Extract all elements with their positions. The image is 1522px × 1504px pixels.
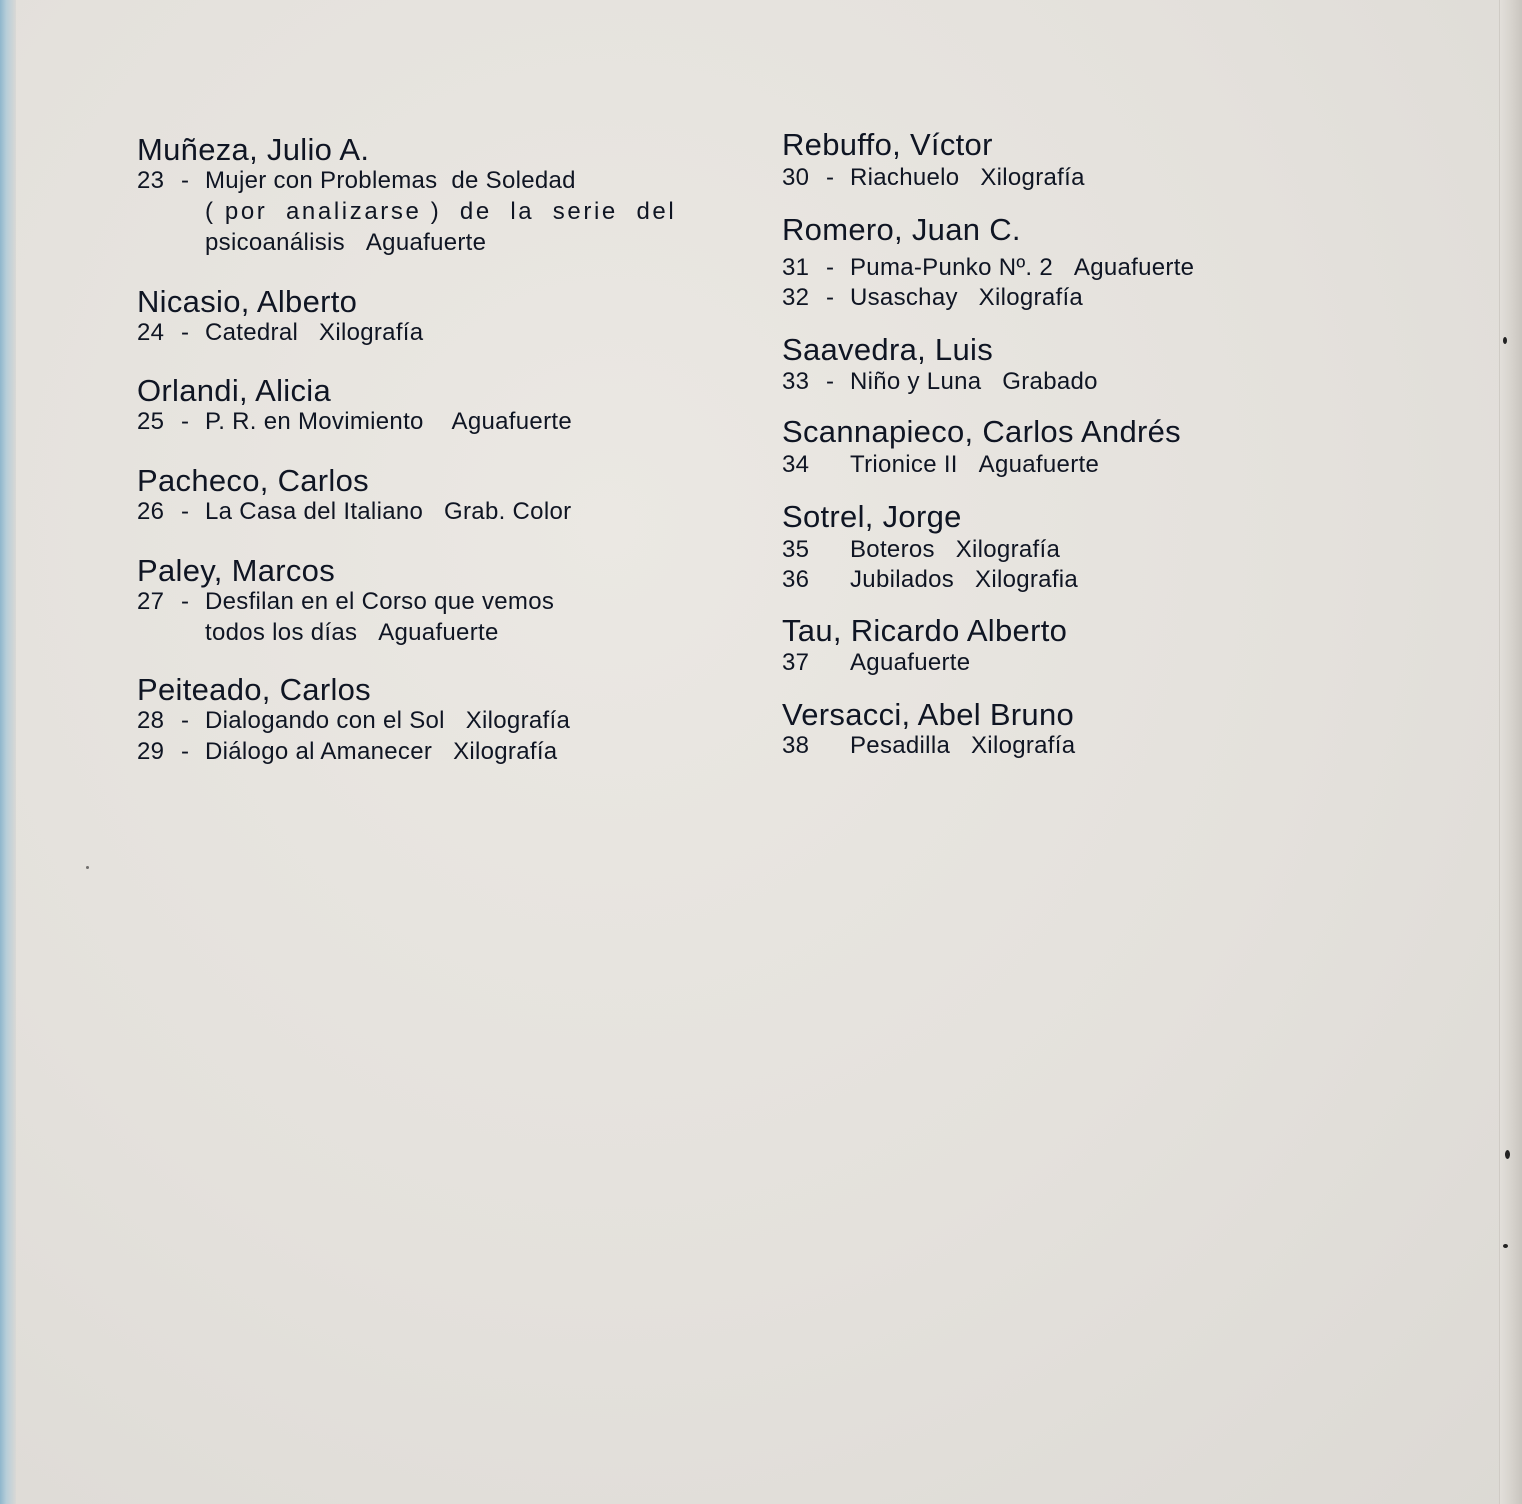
artist-name: Rebuffo, Víctor (782, 127, 993, 162)
artwork-number: 25 (137, 408, 165, 435)
number-separator: - (826, 164, 835, 191)
number-separator: - (181, 319, 190, 346)
artwork-title-technique: Dialogando con el Sol Xilografía (205, 707, 571, 734)
page-left-edge (0, 0, 16, 1504)
artwork-title-technique: Aguafuerte (850, 649, 971, 676)
artwork-title-technique: Trionice II Aguafuerte (850, 451, 1100, 478)
artwork-title-technique: Puma-Punko Nº. 2 Aguafuerte (850, 254, 1195, 281)
artwork-title-technique: Desfilan en el Corso que vemos (205, 588, 555, 615)
number-separator: - (826, 254, 835, 281)
artwork-number: 23 (137, 167, 165, 194)
artist-name: Muñeza, Julio A. (137, 132, 370, 167)
artwork-number: 37 (782, 649, 810, 676)
artwork-entry (137, 587, 554, 617)
artwork-number: 32 (782, 284, 810, 311)
artwork-title-technique: P. R. en Movimiento Aguafuerte (205, 408, 572, 435)
artist-name: Peiteado, Carlos (137, 672, 371, 707)
artwork-entry (782, 163, 1085, 193)
artwork-title-technique: Boteros Xilografía (850, 536, 1061, 563)
artist-name: Saavedra, Luis (782, 332, 993, 367)
paper-speck (1505, 1150, 1510, 1159)
artwork-number: 28 (137, 707, 165, 734)
artwork-title-technique: Usaschay Xilografía (850, 284, 1084, 311)
artwork-number: 38 (782, 732, 810, 759)
artist-name: Tau, Ricardo Alberto (782, 613, 1068, 648)
artwork-entry (137, 706, 570, 736)
artwork-entry (205, 618, 499, 648)
artwork-entry (137, 166, 576, 196)
artwork-title-technique: Catedral Xilografía (205, 319, 424, 346)
artist-name: Paley, Marcos (137, 553, 335, 588)
paper-speck (1503, 337, 1507, 344)
artwork-entry (205, 228, 486, 258)
number-separator: - (181, 738, 190, 765)
artist-name: Romero, Juan C. (782, 212, 1021, 247)
artwork-number: 24 (137, 319, 165, 346)
number-separator: - (826, 368, 835, 395)
artwork-entry (137, 407, 572, 437)
artwork-number: 30 (782, 164, 810, 191)
artwork-title-technique: ( por analizarse ) de la serie del (205, 198, 677, 225)
artwork-entry (782, 253, 1194, 283)
artwork-entry (205, 197, 676, 227)
artwork-title-technique: Diálogo al Amanecer Xilografía (205, 738, 558, 765)
artwork-number: 27 (137, 588, 165, 615)
artwork-number: 36 (782, 566, 810, 593)
number-separator: - (181, 167, 190, 194)
artwork-entry (137, 737, 557, 767)
paper-speck (1503, 1244, 1508, 1248)
artwork-entry (782, 565, 1078, 595)
artwork-entry (782, 367, 1098, 397)
artwork-entry (782, 731, 1075, 761)
artist-name: Orlandi, Alicia (137, 373, 332, 408)
artist-name: Pacheco, Carlos (137, 463, 369, 498)
number-separator: - (826, 284, 835, 311)
artist-name: Sotrel, Jorge (782, 499, 962, 534)
artist-name: Versacci, Abel Bruno (782, 697, 1075, 732)
artist-name: Scannapieco, Carlos Andrés (782, 414, 1181, 449)
artwork-title-technique: Mujer con Problemas de Soledad (205, 167, 576, 194)
number-separator: - (181, 707, 190, 734)
artwork-title-technique: psicoanálisis Aguafuerte (205, 229, 487, 256)
artwork-entry (137, 497, 571, 527)
artwork-number: 26 (137, 498, 165, 525)
artwork-entry (782, 283, 1083, 313)
artwork-entry (782, 450, 1099, 480)
artwork-title-technique: Pesadilla Xilografía (850, 732, 1076, 759)
page-right-edge (1499, 0, 1522, 1504)
artwork-entry (782, 535, 1060, 565)
artwork-number: 31 (782, 254, 810, 281)
number-separator: - (181, 498, 190, 525)
artwork-number: 29 (137, 738, 165, 765)
artwork-number: 33 (782, 368, 810, 395)
artwork-title-technique: La Casa del Italiano Grab. Color (205, 498, 572, 525)
artwork-title-technique: Riachuelo Xilografía (850, 164, 1085, 191)
artist-name: Nicasio, Alberto (137, 284, 358, 319)
number-separator: - (181, 408, 190, 435)
artwork-title-technique: Niño y Luna Grabado (850, 368, 1098, 395)
artwork-number: 35 (782, 536, 810, 563)
artwork-title-technique: Jubilados Xilografia (850, 566, 1079, 593)
artwork-title-technique: todos los días Aguafuerte (205, 619, 499, 646)
artwork-entry (137, 318, 423, 348)
artwork-entry (782, 648, 970, 678)
number-separator: - (181, 588, 190, 615)
artwork-number: 34 (782, 451, 810, 478)
paper-speck (86, 866, 89, 869)
